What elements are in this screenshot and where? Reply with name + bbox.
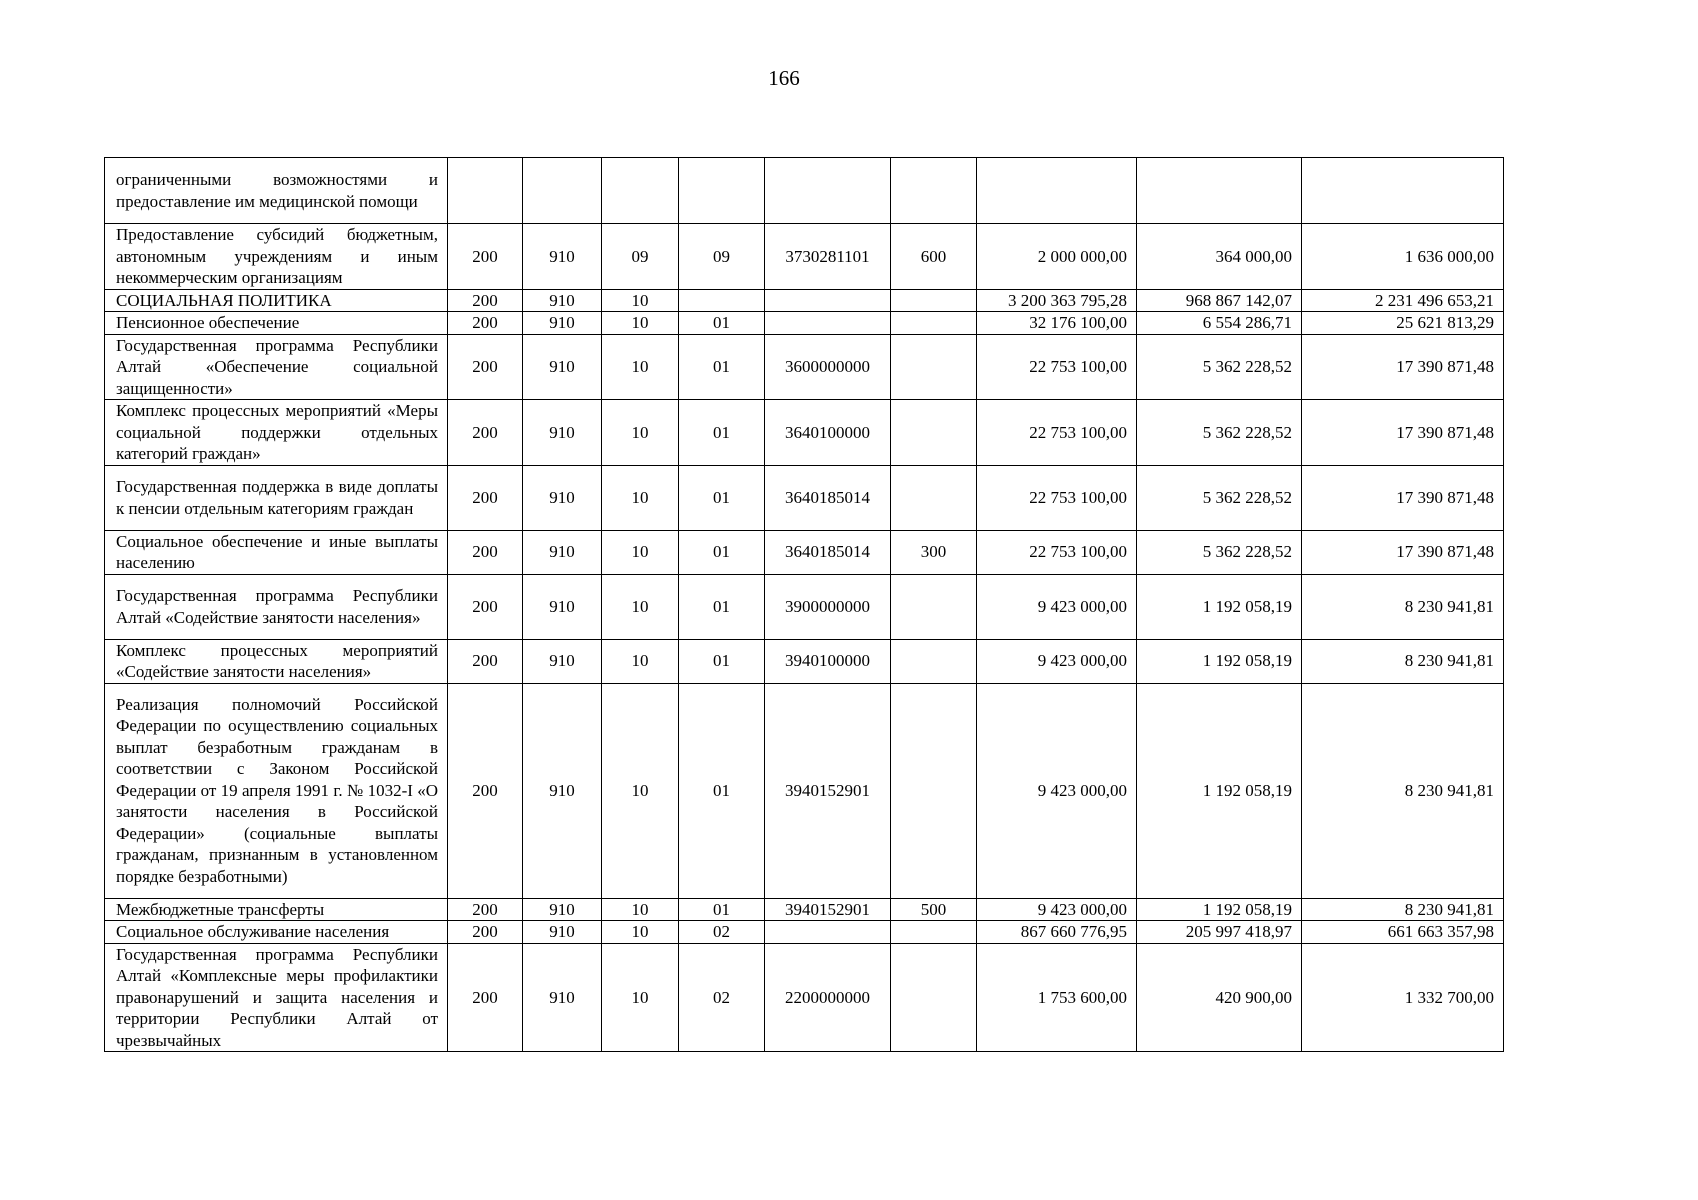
row-target-code: 3900000000: [765, 574, 891, 639]
row-executed-amount: 5 362 228,52: [1137, 334, 1302, 400]
row-grbs-code: 910: [523, 465, 602, 530]
row-grbs-code: 910: [523, 224, 602, 290]
row-target-code: 3730281101: [765, 224, 891, 290]
row-grbs-code: 910: [523, 898, 602, 921]
table-row: [105, 639, 1504, 683]
row-section-code: 10: [602, 289, 679, 312]
row-expense-type: 600: [891, 224, 977, 290]
row-admin-code: [448, 158, 523, 224]
table-row: [105, 334, 1504, 400]
row-target-code: 2200000000: [765, 943, 891, 1052]
row-admin-code: 200: [448, 224, 523, 290]
row-remaining-amount: 8 230 941,81: [1302, 574, 1504, 639]
row-target-code: [765, 312, 891, 335]
row-subsection-code: 01: [679, 530, 765, 574]
row-section-code: 10: [602, 312, 679, 335]
row-admin-code: 200: [448, 921, 523, 944]
table-row: [105, 574, 1504, 639]
row-planned-amount: 22 753 100,00: [977, 334, 1137, 400]
row-grbs-code: 910: [523, 400, 602, 466]
table-row: [105, 921, 1504, 944]
row-executed-amount: 1 192 058,19: [1137, 898, 1302, 921]
row-grbs-code: 910: [523, 639, 602, 683]
row-subsection-code: 01: [679, 334, 765, 400]
row-remaining-amount: 8 230 941,81: [1302, 683, 1504, 898]
page-number: 166: [768, 66, 800, 90]
row-planned-amount: 9 423 000,00: [977, 639, 1137, 683]
row-remaining-amount: 8 230 941,81: [1302, 898, 1504, 921]
row-expense-type: [891, 334, 977, 400]
row-remaining-amount: [1302, 158, 1504, 224]
row-section-code: 10: [602, 574, 679, 639]
row-expense-type: [891, 639, 977, 683]
row-target-code: [765, 921, 891, 944]
row-admin-code: 200: [448, 465, 523, 530]
row-name: Пенсионное обеспечение: [105, 312, 448, 335]
row-planned-amount: [977, 158, 1137, 224]
row-grbs-code: 910: [523, 683, 602, 898]
row-expense-type: [891, 943, 977, 1052]
row-subsection-code: 01: [679, 400, 765, 466]
row-grbs-code: 910: [523, 943, 602, 1052]
row-subsection-code: 01: [679, 574, 765, 639]
row-name: Социальное обслуживание населения: [105, 921, 448, 944]
row-planned-amount: 9 423 000,00: [977, 574, 1137, 639]
row-grbs-code: 910: [523, 530, 602, 574]
row-subsection-code: [679, 289, 765, 312]
row-name: СОЦИАЛЬНАЯ ПОЛИТИКА: [105, 289, 448, 312]
row-target-code: 3640185014: [765, 530, 891, 574]
row-subsection-code: [679, 158, 765, 224]
row-expense-type: 300: [891, 530, 977, 574]
row-subsection-code: 01: [679, 312, 765, 335]
row-target-code: 3940152901: [765, 683, 891, 898]
row-subsection-code: 01: [679, 683, 765, 898]
row-admin-code: 200: [448, 312, 523, 335]
row-remaining-amount: 2 231 496 653,21: [1302, 289, 1504, 312]
row-name: Комплекс процессных мероприятий «Содействие занятости населения»: [105, 639, 448, 683]
row-target-code: 3940100000: [765, 639, 891, 683]
row-admin-code: 200: [448, 574, 523, 639]
row-admin-code: 200: [448, 898, 523, 921]
table-row: [105, 312, 1504, 335]
row-admin-code: 200: [448, 683, 523, 898]
row-section-code: 10: [602, 400, 679, 466]
row-grbs-code: 910: [523, 921, 602, 944]
row-executed-amount: 5 362 228,52: [1137, 400, 1302, 466]
row-executed-amount: 364 000,00: [1137, 224, 1302, 290]
row-section-code: 10: [602, 530, 679, 574]
row-name: ограниченными возможностями и предоставление им медицинской помощи: [105, 158, 448, 224]
row-section-code: 10: [602, 921, 679, 944]
row-expense-type: [891, 574, 977, 639]
row-remaining-amount: 17 390 871,48: [1302, 530, 1504, 574]
table-row: [105, 465, 1504, 530]
table-row: [105, 400, 1504, 466]
row-section-code: 10: [602, 943, 679, 1052]
row-executed-amount: 5 362 228,52: [1137, 530, 1302, 574]
row-executed-amount: 420 900,00: [1137, 943, 1302, 1052]
row-remaining-amount: 25 621 813,29: [1302, 312, 1504, 335]
row-name: Реализация полномочий Российской Федерации по осуществлению социальных выплат безработным гражданам в соответствии с Законом Российской Федерации от 19 апреля 1991 г. № 1032-I «О занятости населения в Российской Федерации» (социальные выплаты гражданам, признанным в установленном порядке безработными): [105, 683, 448, 898]
row-section-code: 10: [602, 334, 679, 400]
row-target-code: [765, 158, 891, 224]
row-name: Государственная поддержка в виде доплаты к пенсии отдельным категориям граждан: [105, 465, 448, 530]
row-grbs-code: 910: [523, 312, 602, 335]
row-planned-amount: 9 423 000,00: [977, 898, 1137, 921]
row-name: Межбюджетные трансферты: [105, 898, 448, 921]
row-name: Государственная программа Республики Алтай «Обеспечение социальной защищенности»: [105, 334, 448, 400]
row-target-code: 3640100000: [765, 400, 891, 466]
row-remaining-amount: 1 636 000,00: [1302, 224, 1504, 290]
row-section-code: 10: [602, 639, 679, 683]
row-expense-type: [891, 158, 977, 224]
row-grbs-code: 910: [523, 574, 602, 639]
row-subsection-code: 01: [679, 898, 765, 921]
row-planned-amount: 32 176 100,00: [977, 312, 1137, 335]
table-row: [105, 683, 1504, 898]
row-subsection-code: 09: [679, 224, 765, 290]
row-expense-type: [891, 465, 977, 530]
table-row: [105, 289, 1504, 312]
row-executed-amount: 1 192 058,19: [1137, 683, 1302, 898]
row-section-code: 10: [602, 898, 679, 921]
row-expense-type: [891, 289, 977, 312]
row-grbs-code: 910: [523, 334, 602, 400]
row-planned-amount: 22 753 100,00: [977, 465, 1137, 530]
row-admin-code: 200: [448, 400, 523, 466]
row-grbs-code: 910: [523, 289, 602, 312]
table-row: [105, 224, 1504, 290]
budget-table: [104, 157, 1504, 1052]
row-executed-amount: [1137, 158, 1302, 224]
row-target-code: 3940152901: [765, 898, 891, 921]
row-section-code: 09: [602, 224, 679, 290]
table-row: [105, 898, 1504, 921]
row-name: Комплекс процессных мероприятий «Меры социальной поддержки отдельных категорий граждан»: [105, 400, 448, 466]
row-remaining-amount: 8 230 941,81: [1302, 639, 1504, 683]
row-subsection-code: 01: [679, 639, 765, 683]
row-subsection-code: 02: [679, 943, 765, 1052]
table-body: [105, 158, 1504, 1052]
row-executed-amount: 205 997 418,97: [1137, 921, 1302, 944]
row-executed-amount: 968 867 142,07: [1137, 289, 1302, 312]
row-expense-type: [891, 312, 977, 335]
row-remaining-amount: 661 663 357,98: [1302, 921, 1504, 944]
row-admin-code: 200: [448, 943, 523, 1052]
row-expense-type: [891, 400, 977, 466]
row-section-code: 10: [602, 465, 679, 530]
row-remaining-amount: 17 390 871,48: [1302, 334, 1504, 400]
row-name: Предоставление субсидий бюджетным, автономным учреждениям и иным некоммерческим организациям: [105, 224, 448, 290]
row-name: Государственная программа Республики Алтай «Комплексные меры профилактики правонарушений и защита населения и территории Республики Алтай от чрезвычайных: [105, 943, 448, 1052]
row-section-code: 10: [602, 683, 679, 898]
row-planned-amount: 2 000 000,00: [977, 224, 1137, 290]
row-admin-code: 200: [448, 334, 523, 400]
row-executed-amount: 6 554 286,71: [1137, 312, 1302, 335]
row-planned-amount: 867 660 776,95: [977, 921, 1137, 944]
row-remaining-amount: 1 332 700,00: [1302, 943, 1504, 1052]
row-admin-code: 200: [448, 289, 523, 312]
row-planned-amount: 22 753 100,00: [977, 400, 1137, 466]
row-target-code: 3600000000: [765, 334, 891, 400]
row-planned-amount: 22 753 100,00: [977, 530, 1137, 574]
row-remaining-amount: 17 390 871,48: [1302, 400, 1504, 466]
row-name: Государственная программа Республики Алтай «Содействие занятости населения»: [105, 574, 448, 639]
row-name: Социальное обеспечение и иные выплаты населению: [105, 530, 448, 574]
row-planned-amount: 9 423 000,00: [977, 683, 1137, 898]
row-section-code: [602, 158, 679, 224]
row-admin-code: 200: [448, 530, 523, 574]
row-grbs-code: [523, 158, 602, 224]
row-target-code: 3640185014: [765, 465, 891, 530]
row-remaining-amount: 17 390 871,48: [1302, 465, 1504, 530]
row-planned-amount: 3 200 363 795,28: [977, 289, 1137, 312]
row-subsection-code: 01: [679, 465, 765, 530]
row-expense-type: [891, 683, 977, 898]
row-planned-amount: 1 753 600,00: [977, 943, 1137, 1052]
row-executed-amount: 1 192 058,19: [1137, 574, 1302, 639]
row-executed-amount: 1 192 058,19: [1137, 639, 1302, 683]
row-target-code: [765, 289, 891, 312]
row-executed-amount: 5 362 228,52: [1137, 465, 1302, 530]
table-row: [105, 530, 1504, 574]
row-expense-type: 500: [891, 898, 977, 921]
row-expense-type: [891, 921, 977, 944]
row-admin-code: 200: [448, 639, 523, 683]
table-row: [105, 943, 1504, 1052]
row-subsection-code: 02: [679, 921, 765, 944]
table-row: [105, 158, 1504, 224]
